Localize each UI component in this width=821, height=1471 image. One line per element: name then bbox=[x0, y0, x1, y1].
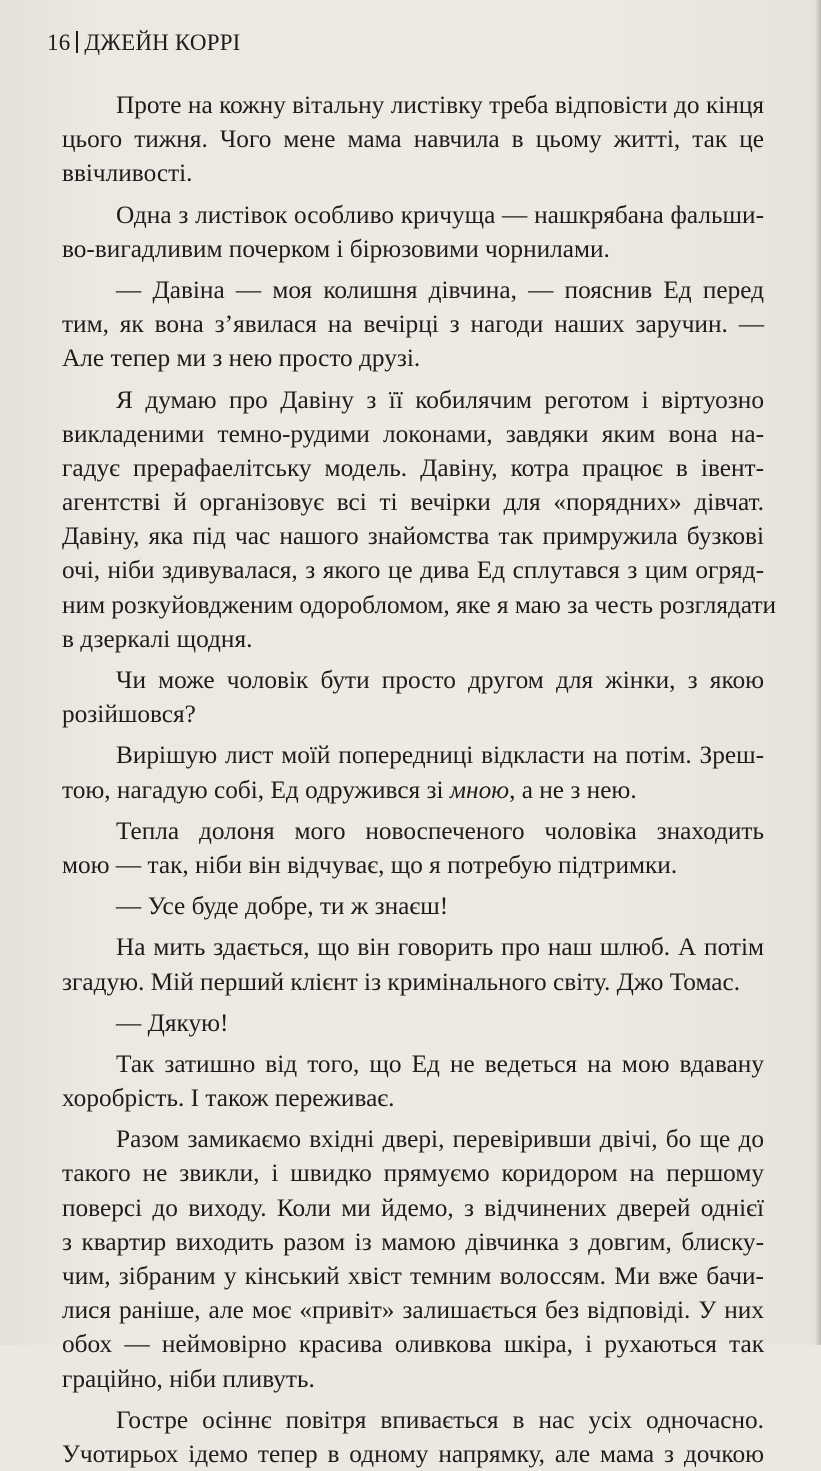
text-line: во-вигадливим почерком і бірюзовими чорнилами. bbox=[62, 234, 610, 263]
text-line: Так затишно від того, що Ед не ведеться на мою вдавану bbox=[116, 1049, 764, 1078]
paragraph bbox=[62, 383, 777, 657]
text-line: ввічливості. bbox=[62, 159, 193, 188]
paragraph bbox=[62, 88, 764, 191]
paragraph bbox=[62, 930, 764, 998]
text-line: хоробрість. І також переживає. bbox=[62, 1084, 395, 1113]
paragraph bbox=[62, 273, 764, 376]
text-line: з квартир виходить разом із мамою дівчинка з довгим, блиску- bbox=[62, 1227, 764, 1256]
text-line: мою — так, ніби він відчуває, що я потребую підтримки. bbox=[62, 850, 678, 879]
paragraph bbox=[62, 1403, 764, 1471]
text-line: На мить здається, що він говорить про наш шлюб. А потім bbox=[116, 933, 764, 962]
text-line: лися раніше, але моє «привіт» залишається без відповіді. У них bbox=[62, 1296, 764, 1325]
header-separator bbox=[76, 31, 78, 53]
text-line: в дзеркалі щодня. bbox=[62, 624, 253, 653]
text-line: викладеними темно-рудими локонами, завдяки яким вона на- bbox=[62, 419, 764, 448]
text-line: поверсі до виходу. Коли ми йдемо, з відчинених дверей однієї bbox=[62, 1193, 764, 1222]
page-number: 16 bbox=[47, 30, 71, 55]
text-line: обох — неймовірно красива оливкова шкіра, і рухаються так bbox=[62, 1330, 764, 1359]
text-line: ним розкуйовдженим одоробломом, яке я маю за честь розглядати bbox=[62, 590, 777, 619]
text-line: гадує прерафаелітську модель. Давіну, котра працює в івент- bbox=[62, 453, 764, 482]
page-edge-shadow bbox=[815, 0, 821, 1345]
text-line: Проте на кожну вітальну листівку треба відповісти до кінця bbox=[116, 91, 764, 119]
text-line: очі, ніби здивувалася, з якого це дива Ед сплутався з цим огряд- bbox=[62, 556, 764, 585]
emphasis-word: мною bbox=[449, 775, 510, 804]
text-line: — Давіна — моя колишня дівчина, — пояснив Ед перед bbox=[116, 275, 764, 304]
text-line: Вирішую лист моїй попередниці відкласти на потім. Зреш- bbox=[116, 741, 764, 770]
text-line: граційно, ніби пливуть. bbox=[62, 1364, 315, 1393]
paragraph bbox=[62, 1047, 764, 1115]
text-line: Чи може чоловік бути просто другом для жінки, з якою bbox=[116, 666, 764, 694]
text-line: Учотирьох ідемо тепер в одному напрямку, але мама з дочкою bbox=[62, 1439, 764, 1468]
text-line: — Усе буде добре, ти ж знаєш! bbox=[116, 892, 449, 921]
body-text bbox=[62, 88, 777, 1471]
paragraph bbox=[62, 814, 764, 882]
text-line: Тепла долоня мого новоспеченого чоловіка знаходить bbox=[116, 816, 764, 845]
text-line: згадую. Мій перший клієнт із кримінального світу. Джо Томас. bbox=[62, 967, 741, 996]
text-line bbox=[62, 773, 764, 807]
running-title: ДЖЕЙН КОРРІ bbox=[84, 30, 241, 55]
paragraph bbox=[62, 1006, 764, 1040]
text-line: Але тепер ми з нею просто друзі. bbox=[62, 344, 421, 373]
text-line: цього тижня. Чого мене мама навчила в цьому житті, так це bbox=[62, 125, 764, 154]
text-line: чим, зібраним у кінський хвіст темним волоссям. Ми вже бачи- bbox=[62, 1262, 764, 1290]
text-line: Гостре осіннє повітря впивається в нас усіх одночасно. bbox=[116, 1405, 764, 1434]
text-line: Разом замикаємо вхідні двері, перевіривши двічі, бо ще до bbox=[116, 1125, 764, 1154]
text-segment: тою, нагадую собі, Ед одружився зі bbox=[62, 775, 450, 804]
paragraph bbox=[62, 1122, 764, 1396]
text-line: тим, як вона з’явилася на вечірці з нагоди наших заручин. — bbox=[62, 310, 764, 339]
paragraph bbox=[62, 738, 764, 806]
text-line: розійшовся? bbox=[62, 700, 196, 729]
text-line: — Дякую! bbox=[116, 1008, 229, 1037]
text-line: агентстві й організовує всі ті вечірки для «порядних» дівчат. bbox=[62, 488, 764, 517]
text-line: такого не звикли, і швидко прямуємо коридором на першому bbox=[62, 1159, 764, 1188]
text-line: Давіну, яка під час нашого знайомства так примружила бузкові bbox=[62, 522, 764, 551]
paragraph bbox=[62, 889, 764, 923]
paragraph bbox=[62, 198, 764, 266]
text-line: Я думаю про Давіну з її кобилячим реготом і віртуозно bbox=[116, 385, 764, 414]
paragraph bbox=[62, 663, 764, 731]
text-line: Одна з листівок особливо кричуща — нашкрябана фальши- bbox=[116, 200, 764, 229]
running-header bbox=[47, 30, 241, 56]
text-segment: , а не з нею. bbox=[509, 775, 637, 804]
